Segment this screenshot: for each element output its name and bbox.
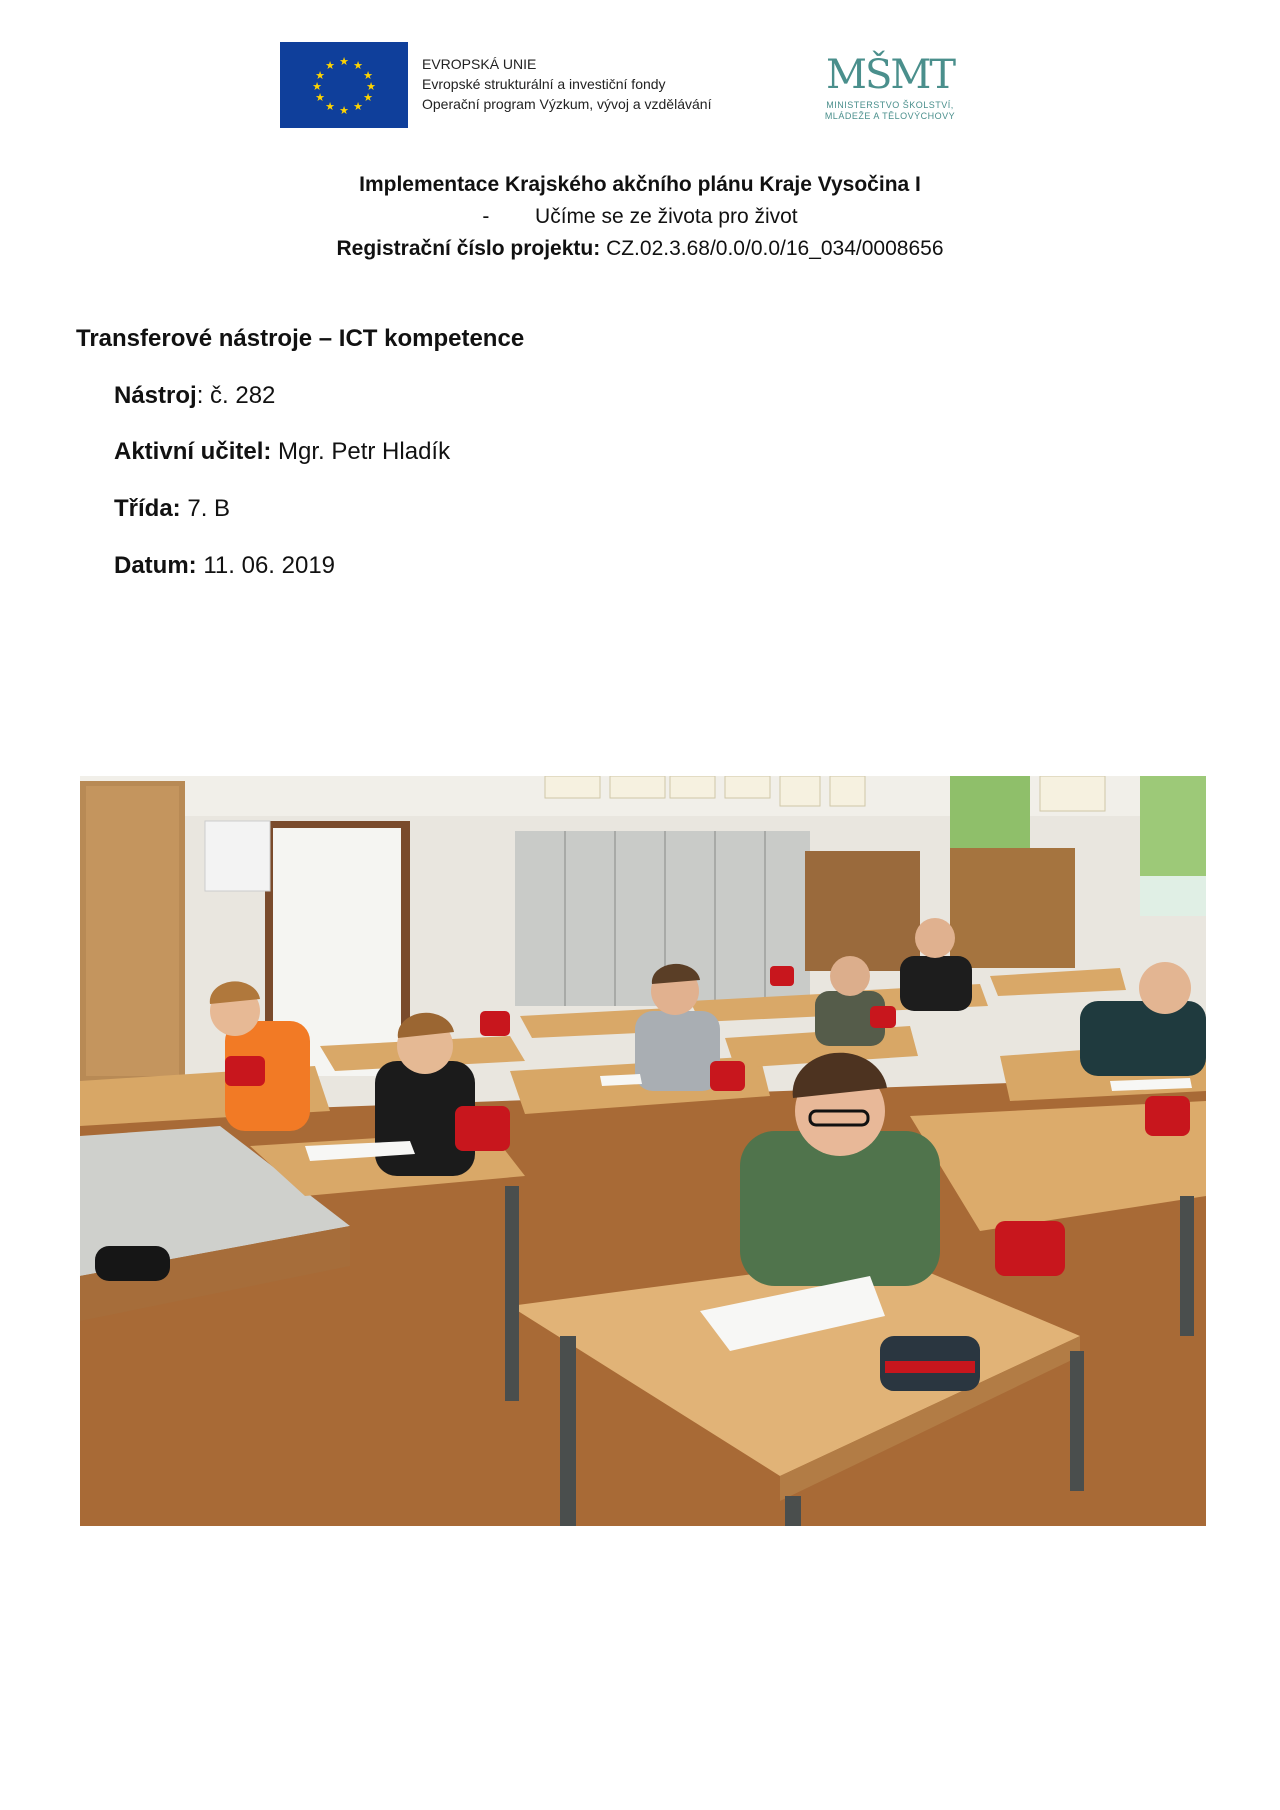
field-label: Datum: [114,552,197,579]
eu-line-1: EVROPSKÁ UNIE [422,56,537,72]
subtitle-text: Učíme se ze života pro život [535,205,798,228]
field-class [114,495,230,523]
field-label: Třída: [114,495,181,522]
svg-text:★: ★ [325,59,335,72]
msmt-line-1: MINISTERSTVO ŠKOLSTVÍ, [826,100,954,110]
reg-number: CZ.02.3.68/0.0/0.0/16_034/0008656 [606,237,944,260]
eu-line-3: Operační program Výzkum, vývoj a vzdělávání [422,96,712,112]
svg-text:★: ★ [315,91,325,104]
logo-bar [280,42,980,132]
msmt-subtitle [800,100,980,122]
svg-text:★: ★ [353,59,363,72]
svg-text:★: ★ [363,69,373,82]
field-value: 7. B [180,495,231,522]
subtitle-dash: - [482,205,490,228]
registration-line [0,237,1280,261]
field-value: Mgr. Petr Hladík [271,438,451,465]
field-value: 11. 06. 2019 [196,552,336,579]
field-label: Aktivní učitel: [114,438,272,465]
eu-flag-icon [280,42,408,128]
section-title: Transferové nástroje – ICT kompetence [76,325,525,352]
svg-text:★: ★ [353,100,363,113]
field-teacher [114,438,450,466]
field-label: Nástroj [114,382,197,409]
svg-text:★: ★ [366,80,376,93]
field-sep: : [196,382,204,409]
msmt-logo-text: MŠMT [826,52,954,98]
field-value: č. 282 [203,382,276,409]
classroom-photo [80,776,1206,1526]
svg-text:★: ★ [315,69,325,82]
project-title: Implementace Krajského akčního plánu Kraje Vysočina I [359,173,921,196]
svg-text:★: ★ [339,55,349,68]
svg-text:★: ★ [325,100,335,113]
msmt-line-2: MLÁDEŽE A TĚLOVÝCHOVY [824,111,956,121]
eu-line-2: Evropské strukturální a investiční fondy [422,76,666,92]
reg-label: Registrační číslo projektu: [336,237,601,260]
field-date [114,552,335,580]
eu-text [422,54,711,114]
project-subtitle [0,205,1280,229]
svg-text:★: ★ [312,80,322,93]
svg-text:★: ★ [339,104,349,117]
svg-text:★: ★ [363,91,373,104]
field-nastroj [114,382,275,410]
